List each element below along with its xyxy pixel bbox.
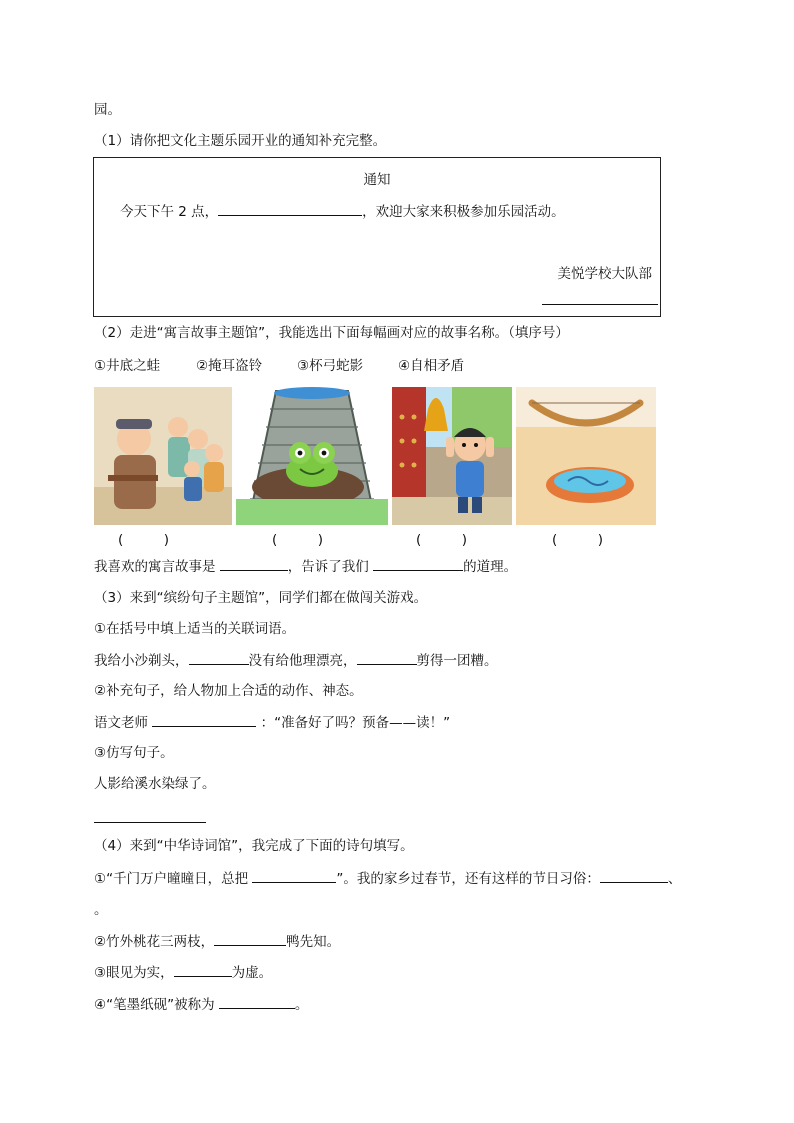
q3-sub1-sentence — [94, 650, 498, 671]
story-picture-4 — [516, 387, 656, 525]
sub1-part-a: 我给小沙剃头， — [94, 653, 189, 669]
teacher-action-blank[interactable] — [152, 712, 256, 727]
poem-blank-2[interactable] — [214, 931, 286, 946]
imitation-blank[interactable] — [94, 808, 206, 823]
q3-sub2: ②补充句子，给人物加上合适的动作、神态。 — [94, 683, 363, 699]
favorite-before: 我喜欢的寓言故事是 — [94, 559, 216, 575]
q4-s1 — [94, 868, 681, 889]
notice-title: 通知 — [363, 172, 391, 188]
q4-s4 — [94, 994, 308, 1015]
q4-s3 — [94, 962, 272, 983]
sub1-part-c: 剪得一团糟。 — [416, 653, 498, 669]
favorite-mid: ，告诉了我们 — [287, 559, 369, 575]
s1-part-c: 、 — [667, 871, 682, 887]
q2-prompt: （2）走进“寓言故事主题馆”，我能选出下面每幅画对应的故事名称。（填序号） — [94, 325, 569, 341]
q4-prompt: （4）来到“中华诗词馆”，我完成了下面的诗句填写。 — [94, 838, 414, 854]
q4-s1-cont: 。 — [94, 902, 108, 918]
s1-part-b: ”。我的家乡过春节，还有这样的节日习俗： — [336, 871, 600, 887]
q3-sub2-sentence — [94, 712, 450, 733]
s2-part-a: ②竹外桃花三两枝， — [94, 934, 215, 950]
story-picture-2 — [236, 387, 388, 525]
sub2-part-b: ：“准备好了吗？预备——读！” — [260, 715, 451, 731]
q1-prompt: （1）请你把文化主题乐园开业的通知补充完整。 — [94, 133, 387, 149]
conjunction-blank-1[interactable] — [189, 650, 249, 665]
q2-option-3: ③杯弓蛇影 — [297, 358, 364, 374]
favorite-after: 的道理。 — [463, 559, 518, 575]
s3-part-a: ③眼见为实， — [94, 965, 174, 981]
q2-favorite-line — [94, 556, 517, 577]
q2-option-4: ④自相矛盾 — [398, 358, 465, 374]
notice-time-blank[interactable] — [218, 201, 362, 216]
notice-body-after: ，欢迎大家来积极参加乐园活动。 — [362, 204, 565, 220]
notice-box — [93, 157, 661, 317]
s3-part-b: 为虚。 — [231, 965, 273, 981]
imitation-blank-line[interactable] — [94, 808, 206, 829]
q4-s2 — [94, 931, 340, 952]
q3-sub1: ①在括号中填上适当的关联词语。 — [94, 621, 296, 637]
picture-2-answer[interactable]: ( ) — [272, 532, 324, 548]
q3-prompt: （3）来到“缤纷句子主题馆”，同学们都在做闯关游戏。 — [94, 590, 428, 606]
s4-part-b: 。 — [294, 997, 309, 1013]
poem-blank-1[interactable] — [252, 868, 336, 883]
q2-option-2: ②掩耳盗铃 — [196, 358, 263, 374]
lead-text: 园。 — [94, 102, 121, 118]
notice-signature: 美悦学校大队部 — [557, 266, 652, 282]
sub1-part-b: 没有给他理漂亮， — [248, 653, 357, 669]
favorite-lesson-blank[interactable] — [373, 556, 463, 571]
favorite-story-blank[interactable] — [220, 556, 288, 571]
notice-body-before: 今天下午 2 点， — [120, 204, 219, 220]
picture-4-answer[interactable]: ( ) — [552, 532, 604, 548]
q3-sub3: ③仿写句子。 — [94, 745, 174, 761]
s1-part-a: ①“千门万户曈曈日，总把 — [94, 871, 249, 887]
story-picture-1 — [94, 387, 232, 525]
custom-blank-1[interactable] — [600, 868, 668, 883]
conjunction-blank-2[interactable] — [357, 650, 417, 665]
picture-1-answer[interactable]: ( ) — [118, 532, 170, 548]
notice-body — [120, 200, 565, 220]
idiom-blank[interactable] — [174, 962, 232, 977]
notice-date-blank[interactable] — [542, 304, 658, 305]
sub2-part-a: 语文老师 — [94, 715, 148, 731]
q3-sub3-example: 人影给溪水染绿了。 — [94, 776, 216, 792]
s2-part-b: 鸭先知。 — [286, 934, 341, 950]
four-treasures-blank[interactable] — [219, 994, 295, 1009]
s4-part-a: ④“笔墨纸砚”被称为 — [94, 997, 215, 1013]
q2-option-1: ①井底之蛙 — [94, 358, 161, 374]
picture-3-answer[interactable]: ( ) — [416, 532, 468, 548]
story-picture-3 — [392, 387, 512, 525]
